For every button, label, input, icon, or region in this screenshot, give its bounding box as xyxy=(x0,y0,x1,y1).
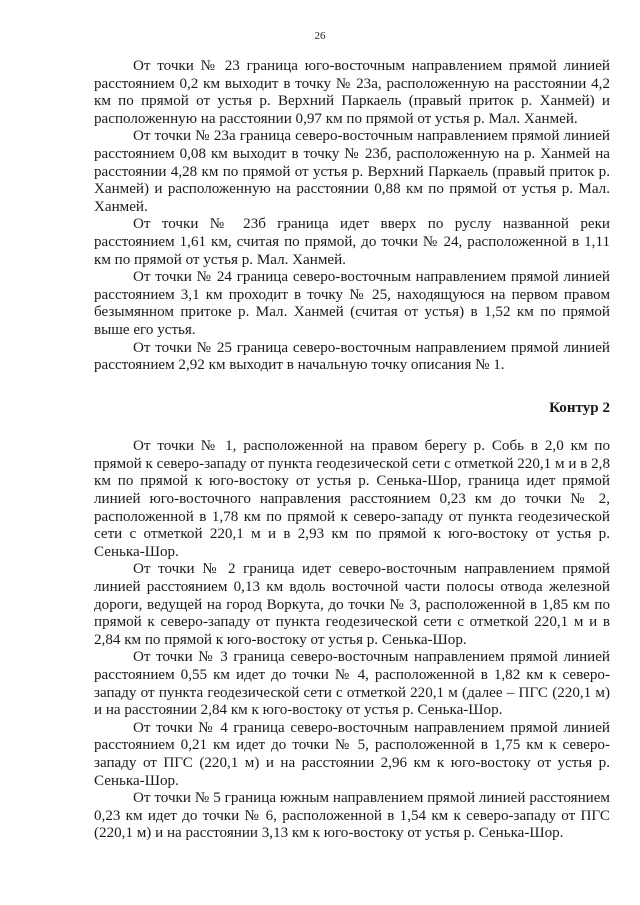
paragraph-point-23b: От точки № 23б граница идет вверх по руслу названной реки расстоянием 1,61 км, считая по прямой, до точки № 24, расположенной в 1,11 км по прямой от устья р. Мал. Ханмей. xyxy=(94,216,610,268)
paragraph-contour2-point-5: От точки № 5 граница южным направлением прямой линией расстоянием 0,23 км идет до точки № 6, расположенной в 1,54 км к северо-западу от ПГС (220,1 м) и на расстоянии 3,13 км к юго-востоку от устья р. Сенька-Шор. xyxy=(94,790,610,842)
paragraph-contour2-point-3: От точки № 3 граница северо-восточным направлением прямой линией расстоянием 0,55 км идет до точки № 4, расположенной в 1,82 км к северо-западу от пункта геодезической сети с отметкой 220,1 м (далее – ПГС (220,1 м) и на расстоянии 2,84 км к юго-востоку от устья р. Сенька-Шор. xyxy=(94,649,610,719)
page-number: 26 xyxy=(314,30,326,42)
section-heading: Контур 2 xyxy=(549,399,610,416)
paragraph-contour2-point-1: От точки № 1, расположенной на правом берегу р. Собь в 2,0 км по прямой к северо-западу от пункта геодезической сети с отметкой 220,1 м и в 2,8 км по прямой к юго-востоку от устья р. Сенька-Шор, граница идет прямой линией юго-восточного направления расстоянием 0,23 км до точки № 2, расположенной в 1,78 км по прямой к северо-западу от пункта геодезической сети с отметкой 220,1 м и в 2,93 км по прямой к юго-востоку от устья р. Сенька-Шор. xyxy=(94,438,610,560)
paragraph-contour2-point-4: От точки № 4 граница северо-восточным направлением прямой линией расстоянием 0,21 км идет до точки № 5, расположенной в 1,75 км к северо-западу от ПГС (220,1 м) и на расстоянии 2,96 км к юго-востоку от устья р. Сенька-Шор. xyxy=(94,719,610,789)
document-body xyxy=(94,58,610,843)
paragraph-contour2-point-2: От точки № 2 граница идет северо-восточным направлением прямой линией расстоянием 0,13 км вдоль восточной части полосы отвода железной дороги, ведущей на город Воркута, до точки № 3, расположенной в 1,85 км по прямой к северо-западу от пункта геодезической сети с отметкой 220,1 м и в 2,84 км по прямой к юго-востоку от устья р. Сенька-Шор. xyxy=(94,561,610,648)
paragraph-point-25: От точки № 25 граница северо-восточным направлением прямой линией расстоянием 2,92 км выходит в начальную точку описания № 1. xyxy=(94,339,610,374)
paragraph-point-23a: От точки № 23а граница северо-восточным направлением прямой линией расстоянием 0,08 км выходит в точку № 23б, расположенную на р. Ханмей на расстоянии 4,28 км по прямой от устья р. Верхний Паркаель (правый приток р. Ханмей) и расположенную на расстоянии 0,88 км по прямой от устья р. Мал. Ханмей. xyxy=(94,128,610,215)
paragraph-point-24: От точки № 24 граница северо-восточным направлением прямой линией расстоянием 3,1 км проходит в точку № 25, находящуюся на первом правом безымянном притоке р. Мал. Ханмей (считая от устья) в 1,52 км по прямой выше его устья. xyxy=(94,269,610,338)
paragraph-point-23: От точки № 23 граница юго-восточным направлением прямой линией расстоянием 0,2 км выходит в точку № 23а, расположенную на расстоянии 4,2 км по прямой от устья р. Верхний Паркаель (правый приток р. Ханмей) и расположенную на расстоянии 0,97 км по прямой от устья р. Мал. Ханмей. xyxy=(94,58,610,127)
